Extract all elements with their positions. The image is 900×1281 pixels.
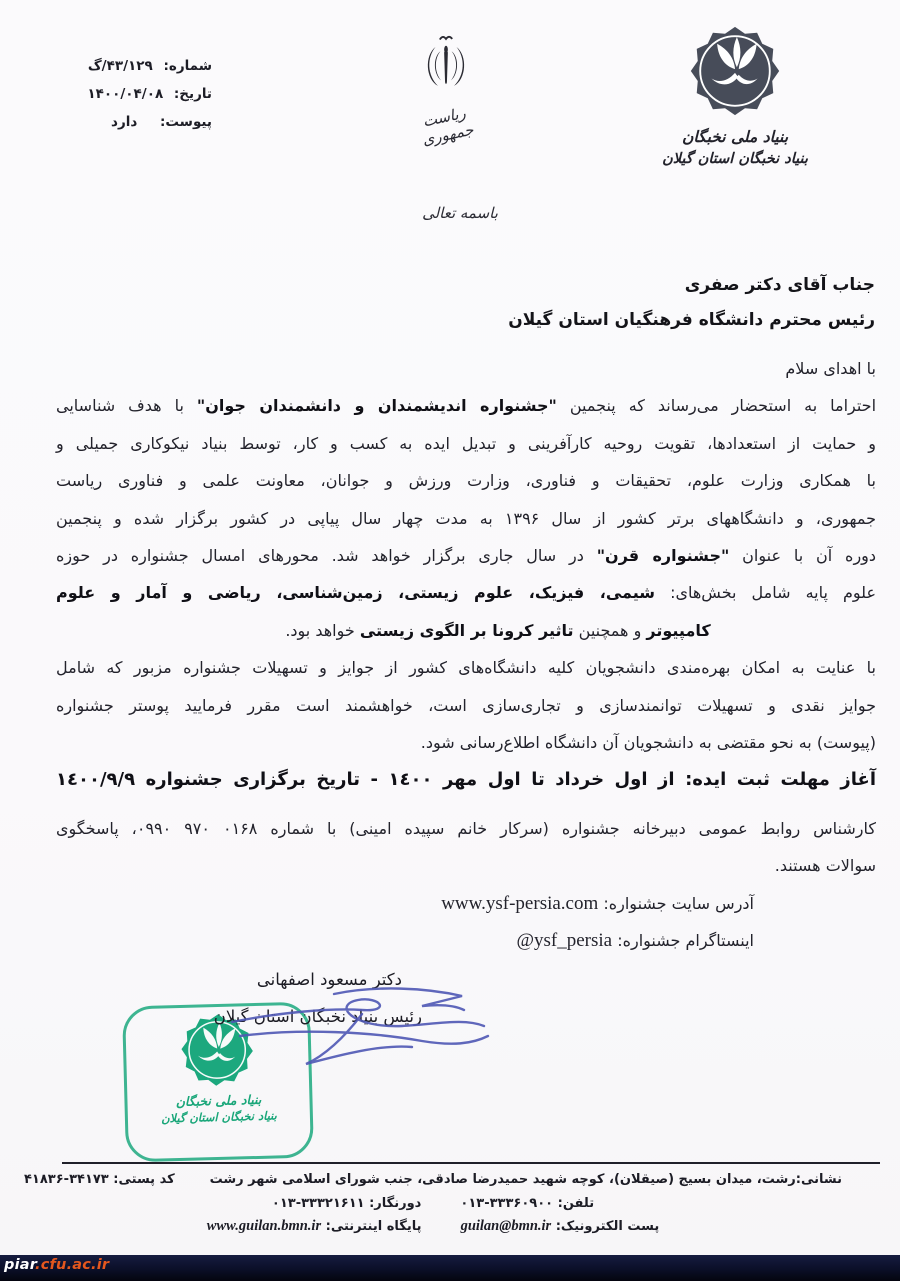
number-label: شماره:: [163, 58, 212, 74]
body-line: با عنایت به امکان بهره‌مندی دانشجویان کلیه دانشگاه‌های کشور از جوایز و تسهیلات جشنواره مزبور که شامل: [56, 658, 876, 678]
iran-coat-of-arms-icon: [415, 34, 477, 102]
postal-code: کد پستی: ۴۱۸۳۶-۳۴۱۷۳: [24, 1172, 175, 1187]
number-value: گ/۴۳/۱۲۹: [87, 58, 153, 74]
org-name: بنیاد ملی نخبگان: [681, 128, 789, 146]
signer-title: رئیس بنیاد نخبگان استان گیلان: [213, 1007, 422, 1026]
fax-label: دورنگار:: [369, 1196, 422, 1211]
body-line: دوره آن با عنوان "جشنواره قرن" در سال جاری برگزار خواهد شد. محورهای امسال جشنواره در حوزه: [56, 546, 877, 566]
body-line: (پیوست) به نحو مقتضی به دانشجویان آن دانشگاه اطلاع‌رسانی شود.: [420, 733, 876, 753]
email-label: پست الکترونیک:: [555, 1219, 660, 1234]
attachment-label: پیوست:: [159, 114, 212, 130]
footer-phone-line: [24, 1196, 842, 1211]
body-line: جمهوری، و دانشگاههای برتر کشور از سال ۱۳۹۶ به مدت چهار سال پیاپی در کشور برگزار شده و پنجمین: [56, 508, 877, 528]
stamp-org-name: بنیاد ملی نخبگان: [175, 1091, 262, 1110]
website-value: www.guilan.bmn.ir: [206, 1218, 322, 1234]
meta-attachment-row: [30, 114, 212, 130]
phone-value: ۰۱۳-۳۳۳۶۰۹۰۰: [460, 1196, 554, 1211]
date-label: تاریخ:: [173, 86, 212, 102]
footer-divider: [62, 1162, 880, 1164]
recipient-title: رئیس محترم دانشگاه فرهنگیان استان گیلان: [508, 310, 875, 330]
recipient-block: [508, 268, 875, 338]
website-line: آدرس سایت جشنواره: www.ysf-persia.com: [441, 892, 754, 914]
footer-web-line: [24, 1218, 842, 1235]
elites-foundation-seal-icon: [688, 24, 782, 118]
stamp-branch-name: بنیاد نخبگان استان گیلان: [160, 1108, 277, 1126]
body-line: کامپیوتر و همچنین تاثیر کرونا بر الگوی زیستی خواهد بود.: [285, 620, 711, 640]
foundation-header: [626, 24, 844, 167]
instagram-line: اینستاگرام جشنواره: @ysf_persia: [516, 930, 754, 952]
footer: [24, 1172, 842, 1235]
presidency-caption: ریاست جمهوری: [420, 103, 475, 149]
besmele: باسمه تعالی: [422, 204, 498, 222]
fax-value: ۰۱۳-۳۳۳۲۱۶۱۱: [271, 1196, 365, 1211]
watermark: piar.cfu.ac.ir: [4, 1257, 110, 1273]
scan-bottom-band: [0, 1255, 900, 1281]
address-text: نشانی:رشت، میدان بسیج (صیقلان)، کوچه شهید حمیدرضا صادقی، جنب شورای اسلامی شهر رشت: [209, 1172, 842, 1187]
body-line: علوم پایه شامل بخش‌های: شیمی، فیزیک، علوم زیستی، زمین‌شناسی، ریاضی و آمار و علوم: [56, 583, 877, 603]
meta-number-row: [30, 58, 212, 74]
recipient-name: جناب آقای دکتر صفری: [684, 275, 875, 295]
contact-line: کارشناس روابط عمومی دبیرخانه جشنواره (سرکار خانم سپیده امینی) با شماره ۰۹۹۰ ۹۷۰ ۰۱۶۸، پاسخگوی: [56, 818, 877, 838]
body-line: با همکاری وزارت علوم، تحقیقات و فناوری، وزارت ورزش و جوانان، معاونت علمی و فناوری ریاست: [56, 471, 876, 491]
footer-address-line: [24, 1172, 842, 1187]
org-branch-name: بنیاد نخبگان استان گیلان: [662, 151, 808, 167]
body-line: احتراما به استحضار می‌رساند که پنجمین "جشنواره اندیشمندان و دانشمندان جوان" با هدف شناسایی: [56, 396, 877, 416]
phone-label: تلفن:: [557, 1196, 595, 1211]
attachment-value: دارد: [111, 114, 138, 130]
website-label: پایگاه اینترنتی:: [325, 1219, 422, 1234]
signer-name: دکتر مسعود اصفهانی: [256, 970, 402, 989]
letter-body: [56, 350, 876, 960]
salutation: با اهدای سلام: [785, 359, 876, 378]
contact-line: سوالات هستند.: [774, 856, 876, 876]
body-line: جوایز نقدی و تسهیلات توانمندسازی و تجاری‌سازی است، خواهشمند است مقرر فرمایید پوستر جشنواره: [56, 695, 876, 715]
date-value: ۱۴۰۰/۰۴/۰۸: [87, 86, 164, 102]
email-value: guilan@bmn.ir: [460, 1218, 552, 1234]
letter-meta: [30, 58, 212, 142]
meta-date-row: [30, 86, 212, 102]
body-line: و حمایت از استعدادها، تقویت روحیه کارآفرینی و تبدیل ایده به کسب و کار، توسط بنیاد نیکوکاری جمیلی و: [56, 433, 876, 453]
deadline-line: آغاز مهلت ثبت ایده: از اول خرداد تا اول مهر ١٤٠٠ - تاریخ برگزاری جشنواره ١٤٠٠/٩/٩: [56, 769, 876, 791]
presidency-header: [400, 34, 492, 149]
handwritten-signature: [212, 984, 500, 1079]
